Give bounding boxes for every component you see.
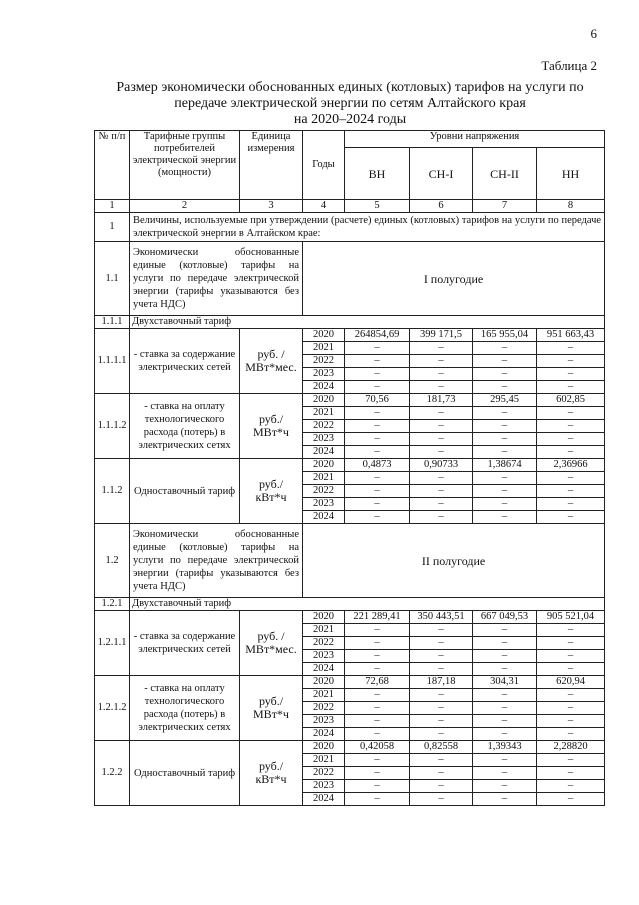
sn1-value: – [410,368,473,381]
unit-cell: руб./ МВт*ч [240,676,303,741]
vn-value: – [345,355,410,368]
nn-value: – [537,650,605,663]
vn-value: – [345,342,410,355]
vn-value: – [345,433,410,446]
sn1-value: 181,73 [410,394,473,407]
row-number: 1.1.2 [95,459,130,524]
row-number: 1.2.1.1 [95,611,130,676]
vn-value: – [345,754,410,767]
sn1-value: – [410,446,473,459]
sn1-value: – [410,511,473,524]
year-cell: 2021 [303,624,345,637]
sn2-value: 1,38674 [473,459,537,472]
header-unit: Единица измерения [240,131,303,200]
sn1-value: – [410,498,473,511]
vn-value: – [345,420,410,433]
sn1-value: 0,90733 [410,459,473,472]
tariff-description: Экономически обоснованные единые (котловые) тарифы на услуги по передаче электрической энергии (тарифы указываются без учета НДС) [130,242,303,316]
sn1-value: – [410,407,473,420]
year-cell: 2021 [303,407,345,420]
year-cell: 2020 [303,741,345,754]
table-row [95,459,605,472]
nn-value: 2,36966 [537,459,605,472]
vn-value: – [345,780,410,793]
row-number: 1.1.1.1 [95,329,130,394]
sn1-value: – [410,715,473,728]
sn1-value: – [410,728,473,741]
row-number: 1.2.2 [95,741,130,806]
vn-value: – [345,663,410,676]
sn1-value: – [410,767,473,780]
nn-value: – [537,702,605,715]
vn-value: 72,68 [345,676,410,689]
nn-value: – [537,407,605,420]
year-cell: 2022 [303,767,345,780]
row-number: 1.1.1.2 [95,394,130,459]
year-cell: 2023 [303,780,345,793]
year-cell: 2024 [303,511,345,524]
header-sn1: СН-I [410,148,473,200]
sn1-value: – [410,637,473,650]
colnum: 6 [410,200,473,213]
row-number: 1.1 [95,242,130,316]
nn-value: – [537,728,605,741]
year-cell: 2022 [303,355,345,368]
sn2-value: – [473,381,537,394]
sn2-value: – [473,433,537,446]
tariff-name: Одноставочный тариф [130,459,240,524]
year-cell: 2023 [303,715,345,728]
colnum: 1 [95,200,130,213]
nn-value: 602,85 [537,394,605,407]
tariff-name: Одноставочный тариф [130,741,240,806]
sn2-value: 1,39343 [473,741,537,754]
year-cell: 2020 [303,394,345,407]
vn-value: 0,4873 [345,459,410,472]
sn2-value: – [473,702,537,715]
year-cell: 2021 [303,754,345,767]
sn1-value: – [410,793,473,806]
year-cell: 2024 [303,381,345,394]
vn-value: 0,42058 [345,741,410,754]
table-label: Таблица 2 [541,58,597,73]
sn1-value: – [410,485,473,498]
page-number: 6 [590,26,597,41]
year-cell: 2023 [303,368,345,381]
unit-cell: руб. /МВт*мес. [240,611,303,676]
vn-value: – [345,702,410,715]
nn-value: – [537,511,605,524]
vn-value: – [345,650,410,663]
sn2-value: – [473,446,537,459]
tariff-name: - ставка за содержание электрических сетей [130,329,240,394]
sn1-value: – [410,754,473,767]
period-label: I полугодие [303,242,605,316]
vn-value: – [345,767,410,780]
year-cell: 2020 [303,329,345,342]
sn1-value: – [410,381,473,394]
nn-value: – [537,767,605,780]
sn2-value: – [473,624,537,637]
nn-value: – [537,637,605,650]
nn-value: 620,94 [537,676,605,689]
colnum: 7 [473,200,537,213]
colnum: 2 [130,200,240,213]
year-cell: 2024 [303,728,345,741]
row-number: 1.2 [95,524,130,598]
row-number: 1 [95,213,130,242]
sn2-value: 667 049,53 [473,611,537,624]
nn-value: – [537,420,605,433]
sn2-value: 295,45 [473,394,537,407]
vn-value: – [345,368,410,381]
sn2-value: – [473,793,537,806]
sn2-value: – [473,472,537,485]
sn2-value: – [473,754,537,767]
nn-value: 905 521,04 [537,611,605,624]
tariff-table [94,130,605,806]
sn2-value: – [473,498,537,511]
year-cell: 2020 [303,611,345,624]
nn-value: 2,28820 [537,741,605,754]
year-cell: 2020 [303,459,345,472]
sn2-value: – [473,368,537,381]
vn-value: – [345,689,410,702]
nn-value: – [537,663,605,676]
sn1-value: – [410,663,473,676]
column-number-row [95,200,605,213]
sn2-value: – [473,407,537,420]
title-line-3: на 2020–2024 годы [293,112,407,127]
sn2-value: 165 955,04 [473,329,537,342]
sn1-value: – [410,420,473,433]
sn2-value: – [473,355,537,368]
unit-cell: руб./ кВт*ч [240,459,303,524]
nn-value: 951 663,43 [537,329,605,342]
year-cell: 2024 [303,793,345,806]
sn1-value: – [410,780,473,793]
sn2-value: 304,31 [473,676,537,689]
nn-value: – [537,715,605,728]
year-cell: 2021 [303,342,345,355]
year-cell: 2020 [303,676,345,689]
vn-value: 70,56 [345,394,410,407]
vn-value: – [345,498,410,511]
nn-value: – [537,485,605,498]
unit-cell: руб./ кВт*ч [240,741,303,806]
table-row [95,676,605,689]
year-cell: 2022 [303,485,345,498]
sn1-value: – [410,433,473,446]
header-vn: ВН [345,148,410,200]
nn-value: – [537,754,605,767]
table-row [95,741,605,754]
sn2-value: – [473,637,537,650]
unit-cell: руб./ МВт*ч [240,394,303,459]
sn1-value: 399 171,5 [410,329,473,342]
nn-value: – [537,433,605,446]
nn-value: – [537,624,605,637]
vn-value: – [345,624,410,637]
header-levels: Уровни напряжения [345,131,605,148]
year-cell: 2023 [303,650,345,663]
table-row [95,394,605,407]
section-heading: Величины, используемые при утверждении (расчете) единых (котловых) тарифов на услуги по передаче электрической энергии в Алтайском крае: [130,213,605,242]
sn2-value: – [473,650,537,663]
colnum: 8 [537,200,605,213]
sn2-value: – [473,767,537,780]
tariff-name: - ставка за содержание электрических сетей [130,611,240,676]
colnum: 4 [303,200,345,213]
row-number: 1.2.1.2 [95,676,130,741]
sn2-value: – [473,511,537,524]
year-cell: 2022 [303,420,345,433]
nn-value: – [537,355,605,368]
table-row [95,611,605,624]
sn1-value: 350 443,51 [410,611,473,624]
vn-value: – [345,715,410,728]
year-cell: 2021 [303,472,345,485]
sn2-value: – [473,715,537,728]
year-cell: 2024 [303,446,345,459]
nn-value: – [537,793,605,806]
year-cell: 2023 [303,433,345,446]
vn-value: – [345,407,410,420]
vn-value: – [345,728,410,741]
tariff-name: - ставка на оплату технологического расхода (потерь) в электрических сетях [130,676,240,741]
nn-value: – [537,498,605,511]
header-sn2: СН-II [473,148,537,200]
nn-value: – [537,689,605,702]
vn-value: 221 289,41 [345,611,410,624]
year-cell: 2023 [303,498,345,511]
header-groups: Тарифные группы потребителей электрической энергии (мощности) [130,131,240,200]
row-number: 1.2.1 [95,598,130,611]
sn2-value: – [473,780,537,793]
vn-value: 264854,69 [345,329,410,342]
year-cell: 2022 [303,702,345,715]
colnum: 3 [240,200,303,213]
title-line-2: передаче электрической энергии по сетям Алтайского края [174,96,526,111]
sn1-value: – [410,624,473,637]
sn1-value: – [410,650,473,663]
vn-value: – [345,485,410,498]
sn1-value: 187,18 [410,676,473,689]
vn-value: – [345,472,410,485]
period-label: II полугодие [303,524,605,598]
vn-value: – [345,637,410,650]
header-num: № п/п [95,131,130,200]
header-years: Годы [303,131,345,200]
vn-value: – [345,381,410,394]
nn-value: – [537,368,605,381]
sn2-value: – [473,342,537,355]
document-title [90,80,610,128]
vn-value: – [345,793,410,806]
vn-value: – [345,446,410,459]
subsection-heading: Двухставочный тариф [130,316,605,329]
row-number: 1.1.1 [95,316,130,329]
title-line-1: Размер экономически обоснованных единых (котловых) тарифов на услуги по [116,80,584,95]
sn1-value: – [410,472,473,485]
sn1-value: – [410,342,473,355]
sn2-value: – [473,663,537,676]
table-row [95,329,605,342]
subsection-heading: Двухставочный тариф [130,598,605,611]
tariff-description: Экономически обоснованные единые (котловые) тарифы на услуги по передаче электрической энергии (тарифы указываются без учета НДС) [130,524,303,598]
sn1-value: – [410,689,473,702]
year-cell: 2024 [303,663,345,676]
nn-value: – [537,446,605,459]
tariff-name: - ставка на оплату технологического расхода (потерь) в электрических сетях [130,394,240,459]
nn-value: – [537,381,605,394]
year-cell: 2022 [303,637,345,650]
sn2-value: – [473,420,537,433]
vn-value: – [345,511,410,524]
unit-cell: руб. /МВт*мес. [240,329,303,394]
sn2-value: – [473,689,537,702]
sn2-value: – [473,728,537,741]
year-cell: 2021 [303,689,345,702]
nn-value: – [537,472,605,485]
sn1-value: – [410,702,473,715]
sn1-value: – [410,355,473,368]
sn2-value: – [473,485,537,498]
colnum: 5 [345,200,410,213]
header-nn: НН [537,148,605,200]
sn1-value: 0,82558 [410,741,473,754]
nn-value: – [537,342,605,355]
nn-value: – [537,780,605,793]
